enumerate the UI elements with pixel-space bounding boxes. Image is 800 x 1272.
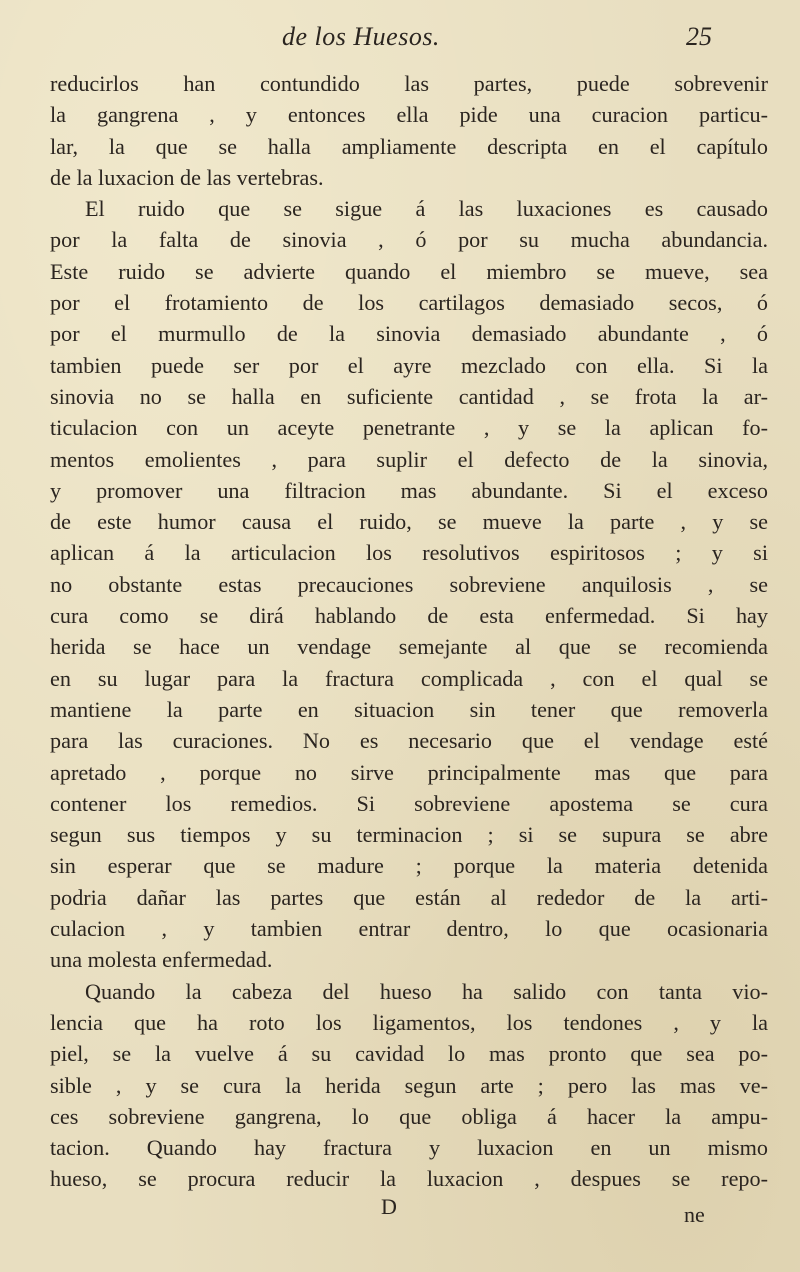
- text-line: de la luxacion de las vertebras.: [50, 164, 324, 190]
- text-line: mentos emolientes , para suplir el defecto de la sinovia,: [50, 446, 768, 472]
- text-line: herida se hace un vendage semejante al que se recomienda: [50, 634, 768, 660]
- text-line: tacion. Quando hay fractura y luxacion en un mismo: [50, 1135, 768, 1161]
- text-line: hueso, se procura reducir la luxacion , despues se repo-: [50, 1166, 768, 1192]
- text-line: ticulacion con un aceyte penetrante , y se la aplican fo-: [50, 415, 768, 441]
- text-line: la gangrena , y entonces ella pide una curacion particu-: [50, 102, 768, 128]
- text-line: y promover una filtracion mas abundante. Si el exceso: [50, 477, 768, 503]
- text-line: El ruido que se sigue á las luxaciones es causado: [85, 196, 768, 222]
- text-line: sible , y se cura la herida segun arte ; pero las mas ve-: [50, 1072, 768, 1098]
- text-line: Quando la cabeza del hueso ha salido con tanta vio-: [85, 978, 768, 1004]
- paragraph: [50, 193, 768, 975]
- page-footer: [0, 1194, 800, 1228]
- running-head: [0, 22, 800, 58]
- page-number: 25: [686, 22, 712, 51]
- text-line: Este ruido se advierte quando el miembro se mueve, sea: [50, 258, 768, 284]
- text-line: en su lugar para la fractura complicada , con el qual se: [50, 665, 768, 691]
- signature-mark: D: [381, 1194, 397, 1219]
- text-line: una molesta enfermedad.: [50, 947, 273, 973]
- text-line: apretado , porque no sirve principalmente mas que para: [50, 759, 768, 785]
- text-line: mantiene la parte en situacion sin tener que removerla: [50, 696, 768, 722]
- text-line: cura como se dirá hablando de esta enfermedad. Si hay: [50, 603, 768, 629]
- text-line: podria dañar las partes que están al rededor de la arti-: [50, 884, 768, 910]
- text-line: reducirlos han contundido las partes, puede sobrevenir: [50, 71, 768, 96]
- text-line: culacion , y tambien entrar dentro, lo que ocasionaria: [50, 916, 768, 942]
- body-text: [50, 68, 768, 1195]
- text-line: de este humor causa el ruido, se mueve la parte , y se: [50, 509, 768, 535]
- text-line: contener los remedios. Si sobreviene apostema se cura: [50, 790, 768, 816]
- text-line: no obstante estas precauciones sobreviene anquilosis , se: [50, 571, 768, 597]
- text-line: lencia que ha roto los ligamentos, los tendones , y la: [50, 1009, 768, 1035]
- text-line: lar, la que se halla ampliamente descripta en el capítulo: [50, 133, 768, 159]
- text-line: piel, se la vuelve á su cavidad lo mas pronto que sea po-: [50, 1041, 768, 1067]
- running-head-title: de los Huesos.: [282, 22, 440, 51]
- text-line: por el frotamiento de los cartilagos demasiado secos, ó: [50, 290, 768, 316]
- text-line: aplican á la articulacion los resolutivos espiritosos ; y si: [50, 540, 768, 566]
- text-line: sinovia no se halla en suficiente cantidad , se frota la ar-: [50, 383, 768, 409]
- text-line: por la falta de sinovia , ó por su mucha abundancia.: [50, 227, 768, 253]
- text-line: sin esperar que se madure ; porque la materia detenida: [50, 853, 768, 879]
- text-line: por el murmullo de la sinovia demasiado abundante , ó: [50, 321, 768, 347]
- text-line: segun sus tiempos y su terminacion ; si se supura se abre: [50, 822, 768, 848]
- text-line: ces sobreviene gangrena, lo que obliga á hacer la ampu-: [50, 1103, 768, 1129]
- paragraph: [50, 976, 768, 1195]
- text-line: para las curaciones. No es necesario que el vendage esté: [50, 728, 768, 754]
- catchword: ne: [684, 1202, 705, 1227]
- text-line: tambien puede ser por el ayre mezclado con ella. Si la: [50, 352, 768, 378]
- paragraph: [50, 68, 768, 193]
